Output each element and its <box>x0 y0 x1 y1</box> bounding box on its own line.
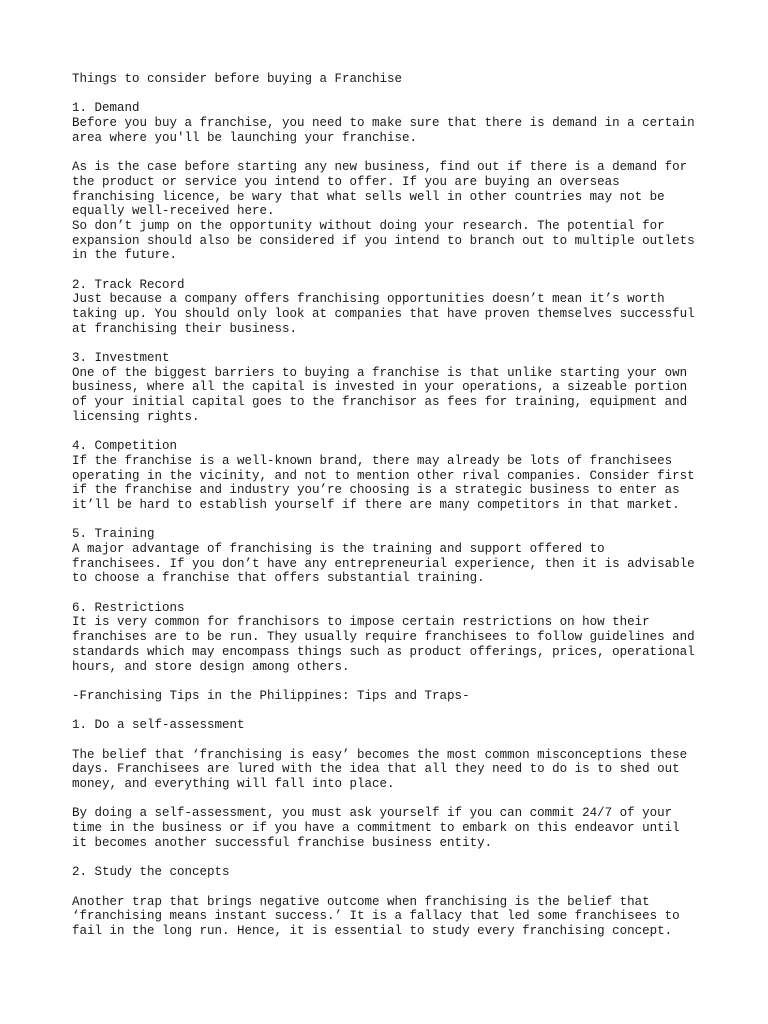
tip-heading: 1. Do a self-assessment <box>72 718 245 733</box>
section-training <box>72 527 712 586</box>
section-demand-continued <box>72 160 712 263</box>
paragraph-line: By doing a self-assessment, you must ask yourself if you can commit 24/7 of your <box>72 806 673 821</box>
section-restrictions <box>72 601 712 674</box>
paragraph-line: The belief that ‘franchising is easy’ becomes the most common misconceptions these <box>72 747 688 762</box>
section-heading: 3. Investment <box>72 351 170 366</box>
paragraph-line: As is the case before starting any new business, find out if there is a demand for <box>72 160 688 175</box>
tip-heading-block <box>72 865 712 880</box>
paragraph-line: Another trap that brings negative outcome when franchising is the belief that <box>72 894 650 909</box>
section-track-record <box>72 278 712 337</box>
paragraph-line: days. Franchisees are lured with the idea that all they need to do is to shed out <box>72 762 680 777</box>
paragraph-line: hours, and store design among others. <box>72 659 350 674</box>
section-demand <box>72 101 712 145</box>
paragraph-line: taking up. You should only look at companies that have proven themselves successful <box>72 307 695 321</box>
section-heading: 5. Training <box>72 527 155 542</box>
paragraph-line: It is very common for franchisors to impose certain restrictions on how their <box>72 615 650 630</box>
section-heading: 4. Competition <box>72 439 178 454</box>
tips-title: -Franchising Tips in the Philippines: Tips and Traps- <box>72 688 470 703</box>
paragraph-line: fail in the long run. Hence, it is essential to study every franchising concept. <box>72 923 673 938</box>
tip-paragraph <box>72 806 712 850</box>
paragraph-line: franchising licence, be wary that what sells well in other countries may not be <box>72 189 665 204</box>
paragraph-line: if the franchise and industry you’re choosing is a strategic business to enter as <box>72 483 680 498</box>
section-competition <box>72 439 712 512</box>
paragraph-line: A major advantage of franchising is the training and support offered to <box>72 542 605 556</box>
paragraph-line: money, and everything will fall into place. <box>72 777 395 791</box>
tips-title-block <box>72 689 712 704</box>
paragraph-line: time in the business or if you have a commitment to embark on this endeavor until <box>72 821 680 836</box>
paragraph-line: One of the biggest barriers to buying a franchise is that unlike starting your own <box>72 365 688 380</box>
tip-heading: 2. Study the concepts <box>72 865 230 880</box>
paragraph-line: it’ll be hard to establish yourself if there are many competitors in that market. <box>72 497 680 512</box>
paragraph-line: Before you buy a franchise, you need to make sure that there is demand in a certain <box>72 116 695 131</box>
paragraph-line: So don’t jump on the opportunity without doing your research. The potential for <box>72 218 665 233</box>
paragraph-line: Just because a company offers franchising opportunities doesn’t mean it’s worth <box>72 292 665 307</box>
paragraph-line: franchises are to be run. They usually require franchisees to follow guidelines and <box>72 630 695 645</box>
tip-paragraph <box>72 895 712 939</box>
document-title-block <box>72 72 712 87</box>
paragraph-line: standards which may encompass things such as product offerings, prices, operational <box>72 644 695 659</box>
paragraph-line: licensing rights. <box>72 409 200 424</box>
paragraph-line: franchisees. If you don’t have any entrepreneurial experience, then it is advisable <box>72 556 695 571</box>
paragraph-line: of your initial capital goes to the franchisor as fees for training, equipment and <box>72 395 688 410</box>
paragraph-line: area where you'll be launching your franchise. <box>72 130 418 145</box>
tip-paragraph <box>72 748 712 792</box>
section-heading: 6. Restrictions <box>72 600 185 615</box>
paragraph-line: If the franchise is a well-known brand, there may already be lots of franchisees <box>72 453 673 468</box>
document-body <box>72 72 712 939</box>
paragraph-line: ‘franchising means instant success.’ It is a fallacy that led some franchisees to <box>72 909 680 924</box>
paragraph-line: operating in the vicinity, and not to mention other rival companies. Consider first <box>72 468 695 483</box>
tip-heading-block <box>72 718 712 733</box>
paragraph-line: at franchising their business. <box>72 321 298 336</box>
paragraph-line: expansion should also be considered if you intend to branch out to multiple outlets <box>72 233 695 248</box>
paragraph-line: it becomes another successful franchise business entity. <box>72 835 493 850</box>
paragraph-line: equally well-received here. <box>72 204 275 219</box>
paragraph-line: business, where all the capital is invested in your operations, a sizeable portion <box>72 380 688 395</box>
section-investment <box>72 351 712 424</box>
paragraph-line: the product or service you intend to offer. If you are buying an overseas <box>72 174 620 189</box>
paragraph-line: to choose a franchise that offers substantial training. <box>72 571 485 586</box>
section-heading: 1. Demand <box>72 101 140 116</box>
document-title: Things to consider before buying a Franchise <box>72 72 403 86</box>
paragraph-line: in the future. <box>72 248 178 263</box>
section-heading: 2. Track Record <box>72 277 185 292</box>
